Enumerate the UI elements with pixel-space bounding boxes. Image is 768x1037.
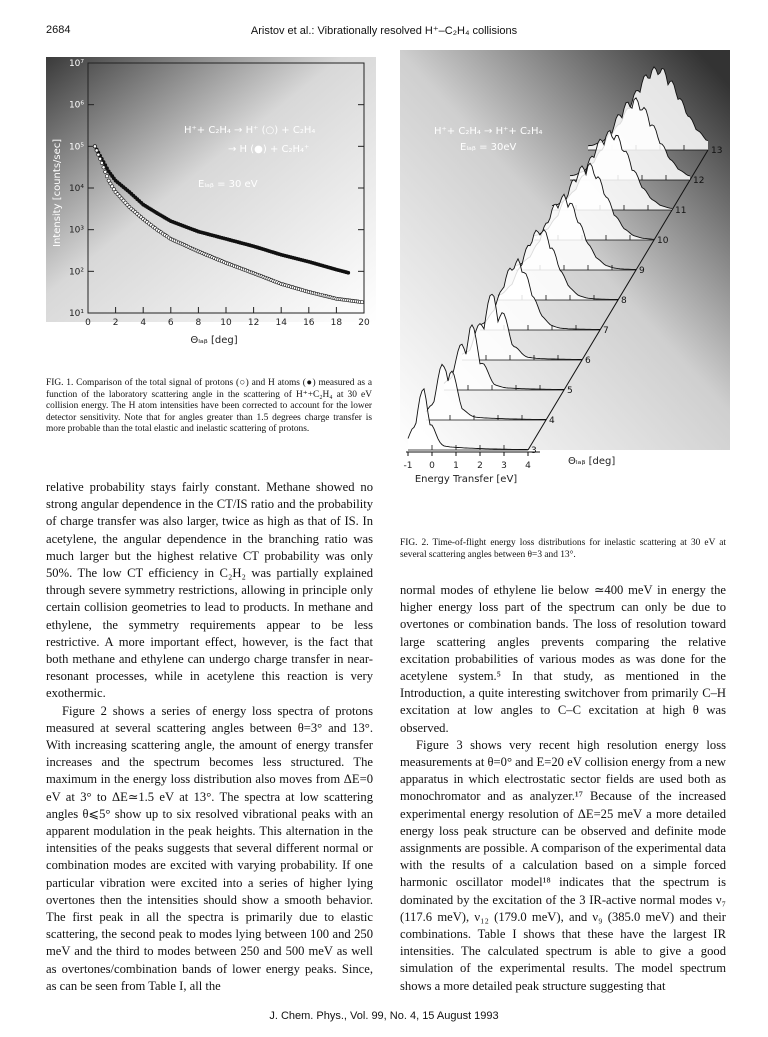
- figure-1: [46, 57, 376, 357]
- figure-1-y-label: Intensity [counts/sec]: [52, 138, 63, 247]
- figure-1-y-tick-label: 10⁵: [68, 142, 84, 153]
- figure-1-y-tick-label: 10⁶: [68, 100, 84, 111]
- figure-1-x-tick-label: 20: [358, 318, 370, 328]
- figure-2-angle-label: 5: [567, 386, 573, 396]
- paragraph: Figure 2 shows a series of energy loss spectra of protons measured at several scattering angles between θ=3° and 13°. With increasing scattering angle, the amount of energy transfer increases and the spectrum becomes less structured. The maximum in the energy loss distribution also moves from ΔE=0 eV at 3° to ΔE≃1.5 eV at 13°. The spectra at low scattering angles θ⩽5° show up to six resolved vibrational peaks with an apparent modulation in the peak heights. This alternation in the intensities of the peaks suggests that several different normal or combination modes are excited with varying probability. If one particular vibration were excited into a series of higher lying overtones then the intensities should show a smooth behavior. The first peak in all the spectra is primarily due to elastic scattering, the second peak to modes lying between 100 and 250 meV and the third to modes between 250 and 500 meV as well as overtones/combination bands of lower energy peaks. Since, as can be seen from Table I, all the: [46, 703, 373, 993]
- figure-1-y-tick-label: 10⁷: [68, 59, 84, 69]
- figure-1-y-tick-label: 10²: [68, 267, 84, 278]
- figure-1-x-tick-label: 6: [167, 318, 174, 328]
- figure-1-point-h-atom: [105, 167, 108, 170]
- figure-1-point-proton: [105, 175, 108, 178]
- figure-2-x-tick-label: 0: [429, 461, 435, 471]
- figure-1-x-tick-label: 8: [195, 318, 202, 328]
- figure-1-point-proton: [95, 149, 98, 152]
- figure-2-angle-label: 7: [603, 326, 609, 336]
- figure-2-x-tick-label: 1: [453, 461, 459, 471]
- figure-2-angle-label: 11: [675, 206, 687, 216]
- figure-1-point-proton: [102, 166, 105, 169]
- right-column: [400, 582, 726, 995]
- figure-1-point-proton: [360, 301, 363, 304]
- figure-2-x-label: Energy Transfer [eV]: [414, 474, 518, 485]
- figure-1-caption: FIG. 1. Comparison of the total signal of protons (○) and H atoms (●) measured as a function of the laboratory scattering angle in the scattering of H⁺+C₂H₄ at 30 eV collision energy. The H atom intensities have been corrected to account for the lower detector sensitivity. Note that for angles greater than 1.5 degrees charge transfer is more probable than the total elastic and inelastic scattering of protons.: [46, 378, 372, 435]
- figure-1-energy: Eₗₐᵦ = 30 eV: [198, 179, 258, 190]
- figure-1-point-h-atom: [347, 271, 350, 274]
- figure-2-angle-axis-label: Θₗₐᵦ [deg]: [568, 456, 616, 467]
- figure-2: [400, 50, 730, 490]
- page-number: 2684: [46, 24, 71, 36]
- figure-2-angle-label: 8: [621, 296, 627, 306]
- running-title: Aristov et al.: Vibrationally resolved H⁺–C₂H₄ collisions: [250, 25, 518, 37]
- paragraph: normal modes of ethylene lie below ≃400 meV in energy the higher energy loss part of the spectrum can only be due to overtones or combination bands. The loss of resolution toward large scattering angles prevents comparing the relative excitation probabilities of various modes as was done for the acetylene system.⁵ In that study, as mentioned in the Introduction, a quite interesting switchover from primarily C–H excitation at low angles to C–C excitation at high θ was observed.: [400, 583, 726, 735]
- figure-1-x-tick-label: 16: [303, 318, 315, 328]
- figure-1-reaction-1: H⁺+ C₂H₄ → H⁺ (○) + C₂H₄: [184, 125, 316, 136]
- figure-1-x-tick-label: 0: [85, 318, 91, 328]
- figure-2-angle-label: 4: [549, 416, 555, 426]
- figure-1-y-tick-label: 10¹: [68, 309, 84, 319]
- figure-1-reaction-2: → H (●) + C₂H₄⁺: [228, 144, 310, 155]
- figure-1-point-proton: [100, 161, 103, 164]
- figure-1-x-label: Θₗₐᵦ [deg]: [190, 335, 238, 346]
- figure-2-angle-label: 6: [585, 356, 591, 366]
- figure-2-x-tick-label: -1: [403, 461, 413, 471]
- figure-2-caption: FIG. 2. Time-of-flight energy loss distributions for inelastic scattering at 30 eV at several scattering angles between θ=3 and 13°.: [400, 538, 726, 560]
- figure-1-x-tick-label: 4: [140, 318, 147, 328]
- figure-2-reaction: H⁺+ C₂H₄ → H⁺+ C₂H₄: [434, 126, 543, 137]
- left-column: [46, 479, 373, 995]
- figure-2-angle-label: 9: [639, 266, 645, 276]
- figure-2-angle-label: 13: [711, 146, 723, 156]
- figure-2-x-tick-label: 2: [477, 461, 483, 471]
- figure-1-point-proton: [98, 157, 101, 160]
- figure-1-point-proton: [104, 170, 107, 173]
- figure-2-energy: Eₗₐᵦ = 30eV: [460, 142, 517, 153]
- paragraph: Figure 3 shows very recent high resolution energy loss measurements at θ=0° and E=20 eV collision energy from a new apparatus in which electrostatic sector fields are used both as monochromator and as analyzer.¹⁷ Because of the increased experimental energy resolution of ΔE=25 meV a more detailed energy loss peak structure can be observed and definite mode assignments are possible. A comparison of the experimental data with the results of a calculation based on a simple forced harmonic oscillator model¹⁸ indicates that the spectrum is dominated by the excitation of the 3 IR-active normal modes ν₇ (117.6 meV), ν₁₂ (179.0 meV), and ν₉ (385.0 meV) and their combinations. Table I shows that these have the largest IR intensities. The calculated spectrum is able to give a good simulation of the experimental results. The model spectrum shows a more detailed peak structure suggesting that: [400, 737, 726, 993]
- figure-1-x-tick-label: 10: [220, 318, 232, 328]
- figure-1-point-proton: [97, 153, 100, 156]
- figure-2-x-tick-label: 3: [501, 461, 507, 471]
- figure-2-angle-label: 3: [531, 446, 537, 456]
- figure-1-y-tick-label: 10⁴: [68, 184, 84, 194]
- figure-2-x-tick-label: 4: [525, 461, 531, 471]
- figure-1-plot: [46, 57, 376, 357]
- figure-1-x-tick-label: 14: [275, 318, 287, 328]
- figure-2-plot: [400, 50, 730, 490]
- figure-1-x-tick-label: 2: [112, 318, 119, 328]
- figure-1-x-tick-label: 12: [247, 318, 260, 328]
- figure-2-angle-label: 10: [657, 236, 669, 246]
- journal-footer: J. Chem. Phys., Vol. 99, No. 4, 15 August 1993: [269, 1010, 499, 1022]
- paragraph: relative probability stays fairly constant. Methane showed no strong angular dependence in the CT/IS ratio and the probability of charge transfer was also larger, twice as high as that of IS. In acetylene, the angular dependence in the branching ratio was much larger but the highest relative CT probability was only 50%. The low CT efficiency in C₂H₂ was partially explained through severe symmetry restrictions, allowing in principle only certain collision geometries to lead to products. In methane and ethylene, the symmetry requirements appear to be less restrictive. A more important effect, however, is the fact that both methane and ethylene can undergo charge transfer in near-resonant processes, while in acetylene this reaction is very exothermic.: [46, 480, 373, 701]
- figure-2-angle-label: 12: [693, 176, 705, 186]
- figure-1-y-tick-label: 10³: [68, 225, 84, 236]
- figure-1-point-proton: [93, 145, 96, 148]
- figure-1-x-tick-label: 18: [330, 318, 343, 328]
